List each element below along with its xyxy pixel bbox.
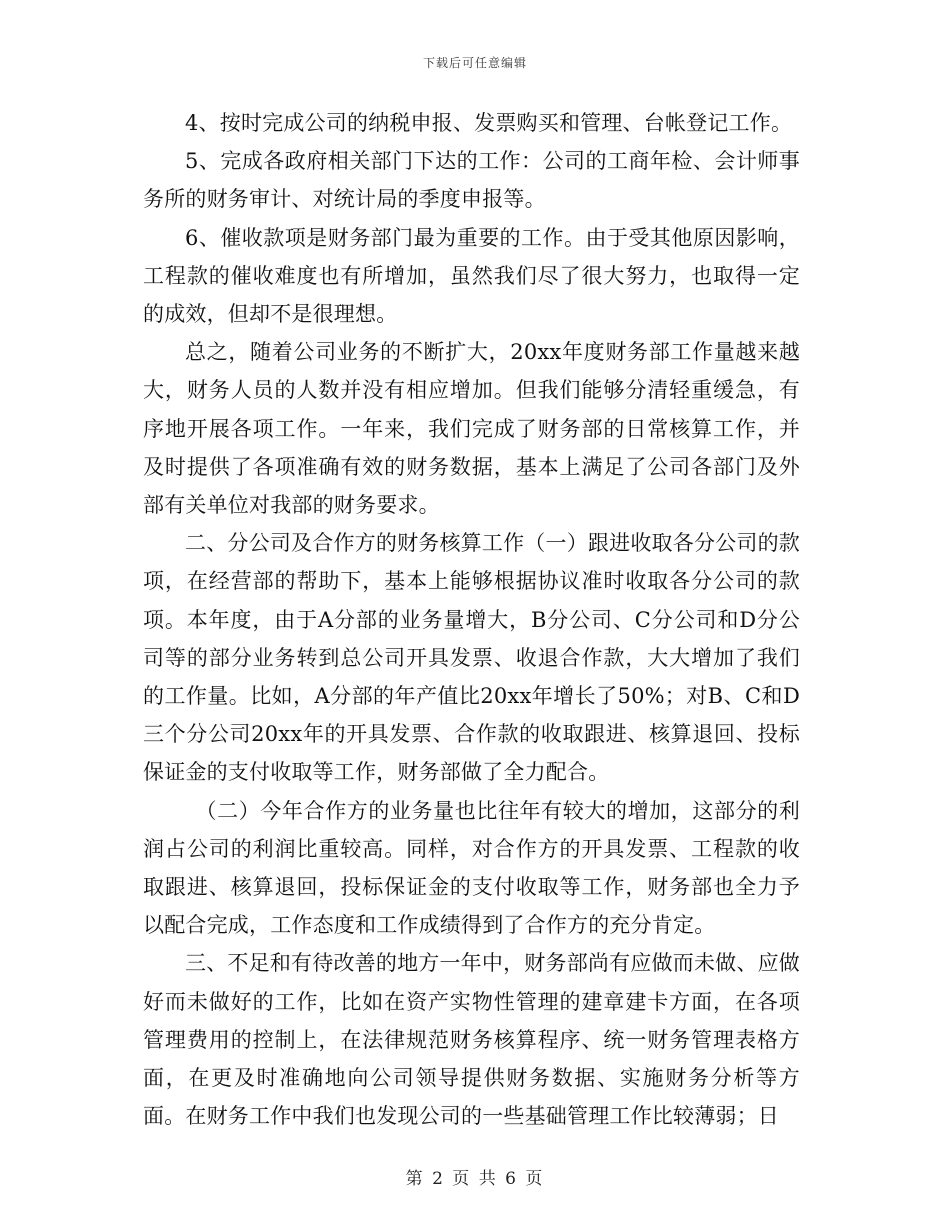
paragraph-section-3: 三、不足和有待改善的地方一年中，财务部尚有应做而未做、应做好而未做好的工作，比如在资产实物性管理的建章建卡方面，在各项管理费用的控制上，在法律规范财务核算程序、统一财务管理表格方面，在更及时准确地向公司领导提供财务数据、实施财务分析等方面。在财务工作中我们也发现公司的一些基础管理工作比较薄弱；日 (143, 951, 800, 1129)
paragraph-section-2: 二、分公司及合作方的财务核算工作（一）跟进收取各分公司的款项，在经营部的帮助下，基本上能够根据协议准时收取各分公司的款项。本年度，由于A分部的业务量增大，B分公司、C分公司和D分公司等的部分业务转到总公司开具发票、收退合作款，大大增加了我们的工作量。比如，A分部的年产值比20xx年增长了50%；对B、C和D三个分公司20xx年的开具发票、合作款的收取跟进、核算退回、投标保证金的支付收取等工作，财务部做了全力配合。 (143, 531, 800, 785)
paragraph-section-2-sub-2: （二）今年合作方的业务量也比往年有较大的增加，这部分的利润占公司的利润比重较高。同样，对合作方的开具发票、工程款的收取跟进、核算退回，投标保证金的支付收取等工作，财务部也全力予以配合完成，工作态度和工作成绩得到了合作方的充分肯定。 (143, 798, 800, 938)
paragraph-item-4: 4、按时完成公司的纳税申报、发票购买和管理、台帐登记工作。 (185, 111, 793, 135)
paragraph-item-5: 5、完成各政府相关部门下达的工作：公司的工商年检、会计师事务所的财务审计、对统计局的季度申报等。 (143, 149, 800, 212)
paragraph-summary: 总之，随着公司业务的不断扩大，20xx年度财务部工作量越来越大，财务人员的人数并没有相应增加。但我们能够分清轻重缓急，有序地开展各项工作。一年来，我们完成了财务部的日常核算工作，并及时提供了各项准确有效的财务数据，基本上满足了公司各部门及外部有关单位对我部的财务要求。 (143, 340, 800, 518)
document-body (143, 104, 800, 1135)
page-header: 下载后可任意编辑 (422, 56, 527, 70)
paragraph-item-6: 6、催收款项是财务部门最为重要的工作。由于受其他原因影响，工程款的催收难度也有所增加，虽然我们尽了很大努力，也取得一定的成效，但却不是很理想。 (143, 225, 800, 327)
page-number-footer: 第 2 页 共 6 页 (405, 1169, 545, 1189)
